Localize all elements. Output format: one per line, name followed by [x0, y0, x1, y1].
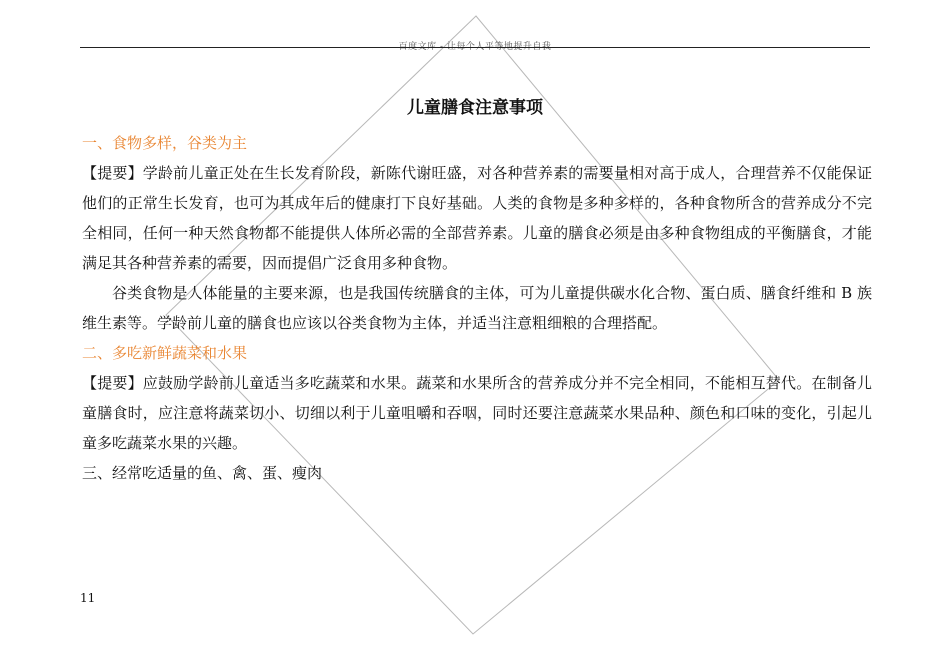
section-heading-2: 二、多吃新鲜蔬菜和水果	[82, 344, 248, 362]
section-heading-3: 三、经常吃适量的鱼、禽、蛋、瘦肉	[82, 464, 323, 482]
document-title: 儿童膳食注意事项	[407, 98, 543, 118]
page-header-text: 百度文库 - 让每个人平等地提升自我	[398, 42, 552, 52]
document-body	[82, 128, 872, 488]
section-1-paragraph-2: 谷类食物是人体能量的主要来源，也是我国传统膳食的主体，可为儿童提供碳水化合物、蛋白质、膳食纤维和 B 族维生素等。学龄前儿童的膳食也应该以谷类食物为主体，并适当注意粗细粮的合理搭配。	[82, 284, 872, 332]
section-heading-1: 一、食物多样，谷类为主	[82, 134, 248, 152]
section-2-paragraph-1: 【提要】应鼓励学龄前儿童适当多吃蔬菜和水果。蔬菜和水果所含的营养成分并不完全相同，不能相互替代。在制备儿童膳食时，应注意将蔬菜切小、切细以利于儿童咀嚼和吞咽，同时还要注意蔬菜水果品种、颜色和口味的变化，引起儿童多吃蔬菜水果的兴趣。	[82, 374, 872, 452]
page-number: 11	[80, 591, 96, 605]
header-divider	[80, 47, 870, 48]
section-1-paragraph-1: 【提要】学龄前儿童正处在生长发育阶段，新陈代谢旺盛，对各种营养素的需要量相对高于成人，合理营养不仅能保证他们的正常生长发育，也可为其成年后的健康打下良好基础。人类的食物是多种多样的，各种食物所含的营养成分不完全相同，任何一种天然食物都不能提供人体所必需的全部营养素。儿童的膳食必须是由多种食物组成的平衡膳食，才能满足其各种营养素的需要，因而提倡广泛食用多种食物。	[82, 164, 872, 272]
